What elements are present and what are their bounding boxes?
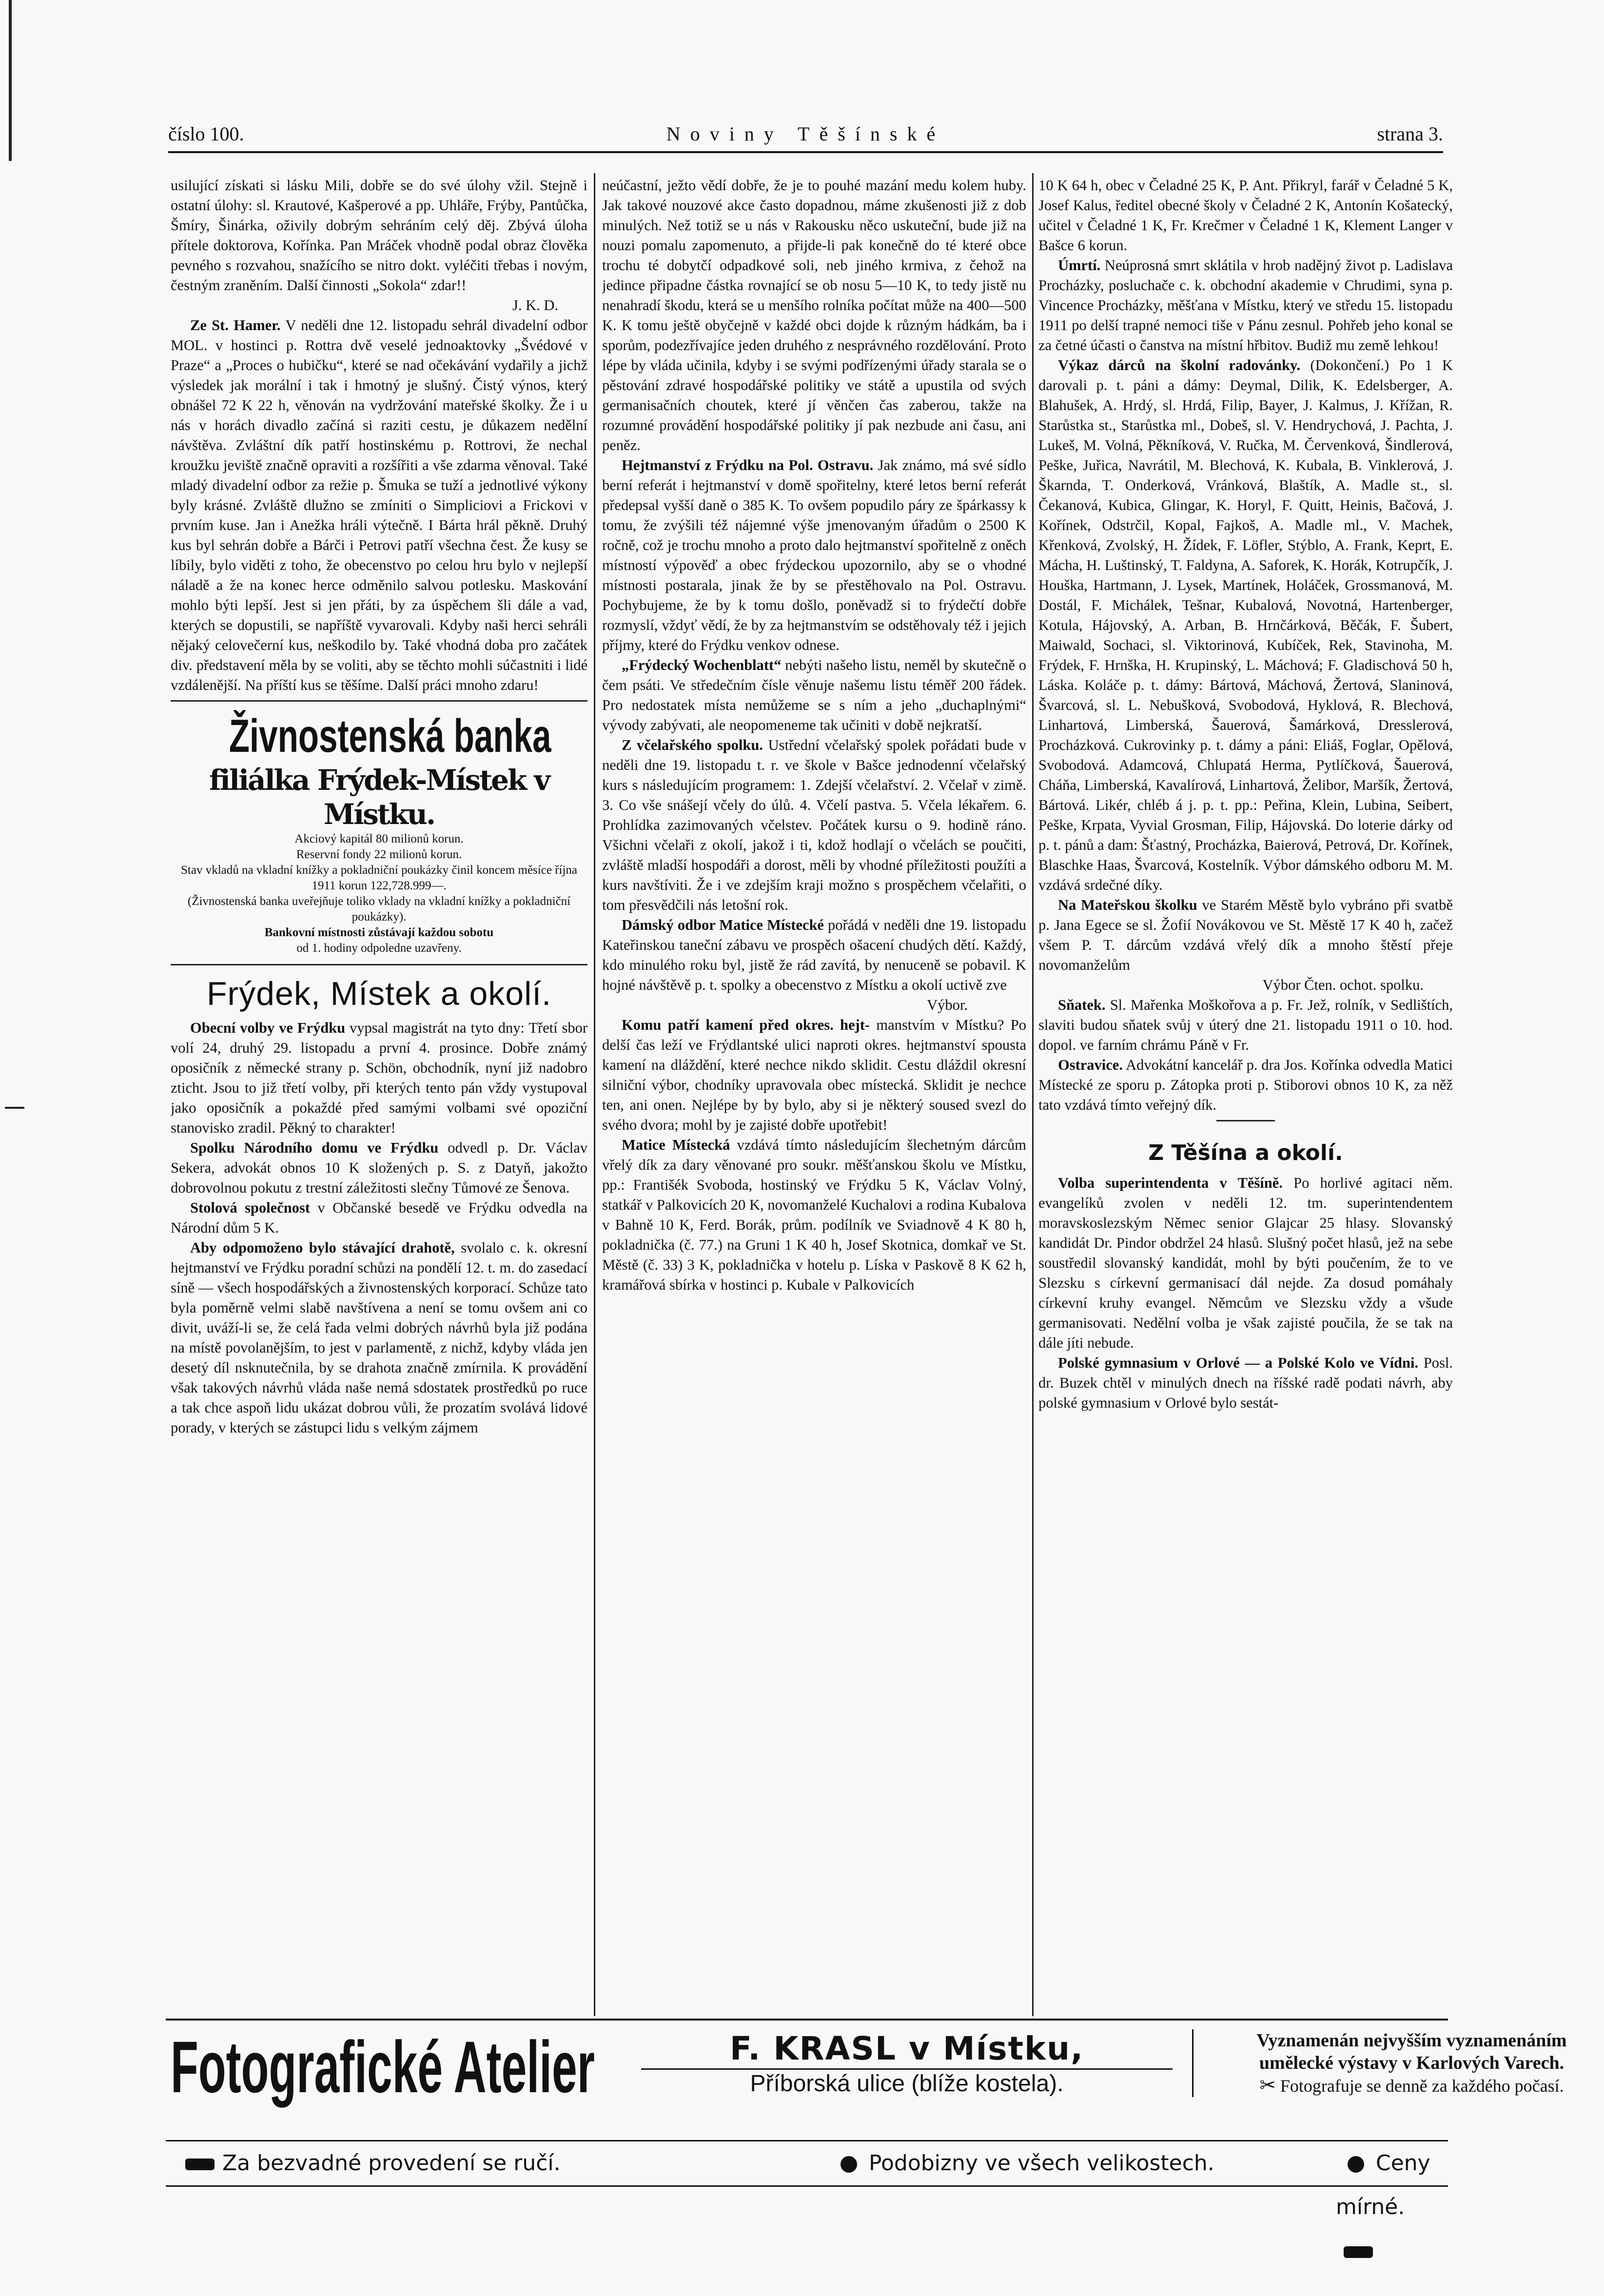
article [1038, 1173, 1453, 1353]
article [1038, 1055, 1453, 1115]
bullet-icon [1348, 2156, 1364, 2173]
article [1038, 355, 1453, 895]
article-text: Sl. Mařenka Moškořova a p. Fr. Jež, rolník, v Sedlištích, slaviti budou sňatek svůj v úterý dne 21. listopadu 1911 o 10. hod. dopol. ve farním chrámu Páně v Fr. [1038, 997, 1453, 1053]
article-heading: Aby odpomoženo bylo stávající drahotě, [190, 1239, 455, 1256]
article-text: vzdává tímto následujícím šlechetným dárcům vřelý dík za dary věnované pro soukr. měšťanskou školu ve Místku, pp.: Františék Svoboda, hostinský ve Frýdku 5 K, Václav Volný, statkář v Palkovicích 20 K, novomanželé Kuchalovi a rodina Kubalova v Bahně 10 K, Ferd. Borák, prům. podílník ve Sviadnově 4 K 80 h, pokladnička (č. 77.) na Gruni 1 K 40 h, Josef Skotnica, domkař ve St. Městě (č. 33) 3 K, pokladnička v hotelu p. Líska v Paskově 8 K 62 h, kramářová sbírka v hostinci p. Kubale v Palkovicích [602, 1137, 1026, 1293]
article-heading: Dámský odbor Matice Místecké [622, 917, 824, 933]
newspaper-title: Noviny Těšínské [666, 123, 945, 145]
atelier-slogans [166, 2140, 1448, 2219]
article [602, 1135, 1026, 1295]
article-text: (Dokončení.) Po 1 K darovali p. t. páni a dámy: Deymal, Dilik, K. Edelsberger, A. Blahušek, A. Hrdý, sl. Hrdá, Filip, Bayer, J. Kalmus, J. Křížan, R. Starůstka st., Starůstka ml., Dobeš, sl. V. Hendrychová, J. Pachta, J. Lukeš, M. Volná, Pěkníková, V. Ručka, M. Červenková, Šindlerová, Peške, Juřica, Navrátil, M. Blechová, K. Kubala, B. Vinklerová, J. Škarnda, T. Onderková, Vránková, Blaštík, A. Madle st., sl. Čekanová, Kubica, Glingar, K. Horyl, F. Quitt, Heinis, Bačová, J. Kořínek, Odstrčil, Kopal, Fajkoš, A. Madle ml., V. Machek, Křenková, Zvolský, H. Žídek, F. Löfler, Stýblo, A. Frank, Keprt, E. Mácha, H. Luštinský, T. Faldyna, A. Saforek, K. Horák, Kotrupčík, J. Houška, Hartmann, J. Lysek, Martínek, Holáček, Grossmanová, M. Dostál, F. Michálek, Tešnar, Kubalová, Novotná, Hartenberger, Kotula, Hájovský, A. Arban, B. Hrnčárková, Běčák, F. Šubert, Maiwald, Sochaci, sl. Viktorinová, Kubíček, Rek, Stavinoha, M. Frýdek, F. Hrnška, H. Krupinský, L. Máchová; F. Gladischová 50 h, Láska. Koláče p. t. dámy: Bártová, Máchová, Žertová, Slaninová, Švarcová, sl. L. Nebušková, Svobodová, Hyklová, R. Blechová, Linhartová, Limberská, Šauerová, Šamárková, Dresslerová, Procházková. Cukrovinky p. t. dámy a páni: Eliáš, Foglar, Opělová, Svobodová. Adamcová, Chlupatá Herma, Pytlíčková, Šauerová, Cháňa, Limberská, Kavalírová, Linhartová, Želibor, Maršík, Žertová, Bártová. Likér, chléb á j. p. t. pp.: Peřina, Klein, Lubina, Seibert, Peške, Krpata, Vyvial Grosman, Filip, Hájovská. Do loterie dárky od p. t. pánů a dam: Šťastný, Procházka, Baierová, Petrová, Dr. Kořínek, Blaschke Haas, Švarcová, Kostelník. Výbor dámského odboru M. M. vzdává srdečné díky. [1038, 357, 1453, 893]
divider [1216, 1120, 1275, 1121]
article-heading: Ostravice. [1058, 1057, 1123, 1073]
article [1038, 995, 1453, 1055]
column-divider [594, 173, 595, 2016]
article-heading: Ze St. Hamer. [190, 317, 281, 334]
article [1038, 255, 1453, 355]
article [171, 315, 587, 695]
decor-icon: ✂ [1259, 2074, 1276, 2096]
issue-number: číslo 100. [168, 123, 244, 145]
pointing-hand-icon [185, 2159, 215, 2170]
article-text: Neúprosná smrt sklátila v hrob nadějný život p. Ladislava Procházky, posluchače c. k. obchodní akademie v Chrudimi, syna p. Vincence Procházky, měšťana v Místku, který ve středu 15. listopadu 1911 po delší trapné nemoci tiše v Pánu zesnul. Pohřeb jeho konal se za četné účasti o čanstva na místní hřbitov. Budiž mu země lehkou! [1038, 257, 1453, 353]
column-2 [602, 176, 1026, 2014]
article [602, 735, 1026, 915]
bank-deposits: Stav vkladů na vkladní knížky a pokladniční poukázky činil koncem měsíce října 1911 korun 122,728.999—. [181, 863, 577, 892]
article [171, 1198, 587, 1238]
article-text: Posl. dr. Buzek chtěl v minulých dnech na říšské radě podati návrh, aby polské gymnasium v Orlové bylo sestát- [1038, 1354, 1453, 1411]
article [602, 655, 1026, 735]
article-text: vypsal magistrát na tyto dny: Třetí sbor volí 24, druhý 29. listopadu a první 4. prosince. Dobře známý oposičník z německé strany p. Schön, obchodník, nyní již nadobro zticht. Jsou to již třetí volby, při kterých tento pán vždy vystupoval jako oposičník a pokaždé před samými volbami své opoziční stanovisko zradil. Pěkný to charakter! [171, 1020, 587, 1136]
article-heading: „Frýdecký Wochenblatt“ [622, 657, 782, 673]
article-heading: Komu patří kamení před okres. hejt- [622, 1017, 870, 1033]
article-text: neúčastní, ježto vědí dobře, že je to pouhé mazání medu kolem huby. Jak takové nouzové akce často dopadnou, máme zkušenosti již z dob minulých. Než totiž se u nás v Rakousku něco uskuteční, bude již na nouzi pomalu zapomenuto, a přijde-li pak konečně do té které obce trochu té dobytčí odpadkové soli, neb jiného krmiva, z čehož na jedince připadne částka rovnající se ob nosu 5—10 K, to tedy jistě nu nenahradí škodu, která se u menšího rolníka počítat může na 400—500 K. K tomu ještě obyčejně v každé obci dojde k různým hádkám, ba i sporům, podezřívajíce jeden druhého z nesprávného rozdělování. Proto lépe by vláda učinila, kdyby i se svými podřízenými úřady starala se o pěstování zdravé hospodářské politiky ve státě a upustila od svých germanisačních choutek, které jí věnčen čas zaberou, takže na rozumné provádění hospodářské politiky jí pak nezbude ani času, ani peněz. [602, 177, 1026, 453]
atelier-title: Fotografické Atelier [171, 2026, 595, 2108]
article-heading: Výkaz dárců na školní radovánky. [1058, 357, 1301, 373]
bank-note: (Živnostenská banka uveřejňuje toliko vklady na vkladní knížky a pokladniční poukázky). [187, 895, 571, 923]
article-text: odvedl p. Dr. Václav Sekera, advokát obnos 10 K složených p. S. z Datyň, jakožto dobrovolnou pokutu z trestní záležitosti slečny Tůmové ze Šenova. [171, 1139, 587, 1196]
article-text: usilující získati si lásku Mili, dobře se do své úlohy vžil. Stejně i ostatní úlohy: sl. Krautové, Kašperové a pp. Uhláře, Frýby, Pantůčka, Šmíry, Šinárka, oživily dobrým sehráním celý děj. Zbývá úloha přítele doktorova, Kořínka. Pan Mráček vhodně podal obraz člověka pevného s rozvahou, snažícího se nitro dokt. vyléčiti třebas i novým, čestným zraněním. Další činnosti „Sokola“ zdar!! [171, 177, 587, 294]
slogan [176, 2141, 561, 2185]
article [171, 1018, 587, 1138]
column-3 [1038, 176, 1453, 2014]
slogan-text: Za bezvadné provedení se ručí. [222, 2151, 561, 2176]
owner-name: F. KRASL v Místku, [729, 2030, 1084, 2067]
bank-branch: filiálka Frýdek-Místek v Místku. [209, 764, 549, 831]
signature: Výbor Čten. ochot. spolku. [1262, 977, 1424, 993]
atelier-awards [1192, 2029, 1604, 2097]
article-text: nebýti našeho listu, neměl by skutečně o čem psáti. Ve středečním čísle věnuje našemu listu téměř 200 řádek. Pro nedostatek místa nemůžeme se s ním a jeho „duchaplnými“ vývody zabývati, ale neopomeneme tak učiniti v době nejkratší. [602, 657, 1026, 733]
atelier-owner [641, 2029, 1173, 2098]
slogan [1336, 2141, 1448, 2273]
binding-mark [9, 0, 12, 161]
article-heading: Z včelařského spolku. [622, 737, 763, 753]
bank-advertisement [171, 700, 587, 965]
article-text: manstvím v Místku? Po delší čas leží ve Frýdlantské ulici naproti okres. hejtmanství spousta kamení na dláždění, které nechce nikdo sklidit. Cestu dláždil okresní silniční výbor, chodníky upravovala obec místecká. Sklidit je nechce ten, ani onen. Nejlépe by by bylo, aby si je některý soused svezl do svého dvora; mohl by je zajisté dobře upotřebit! [602, 1017, 1026, 1133]
atelier-address: Příborská ulice (blíže kostela). [641, 2068, 1173, 2098]
article [602, 915, 1026, 995]
article-text: ve Starém Městě bylo vybráno při svatbě p. Jana Egece se sl. Žofií Novákovou ve St. Městě 17 K 40 h, začež všem P. T. dárcům vzdává vřelý dík a mnoho štěstí přeje novomanželům [1038, 897, 1453, 973]
article [1038, 1353, 1453, 1413]
signature: Výbor. [927, 997, 968, 1013]
article [171, 1138, 587, 1198]
article [602, 455, 1026, 655]
award-line: umělecké výstavy v Karlových Varech. [1259, 2053, 1565, 2073]
award-line [1203, 2074, 1604, 2097]
bank-capital: Akciový kapitál 80 milionů korun. [294, 832, 464, 845]
award-line: Vyznamenán nejvyšším vyznamenáním [1256, 2030, 1567, 2051]
award-text: Fotografuje se denně za každého počasí. [1280, 2076, 1564, 2096]
article-heading: Matice Místecká [622, 1137, 730, 1153]
binding-mark [5, 1107, 24, 1109]
article-text: v Občanské besedě ve Frýdku odvedla na Národní dům 5 K. [171, 1199, 587, 1236]
photo-atelier-advertisement [166, 2019, 1567, 2225]
article-text: 10 K 64 h, obec v Čeladné 25 K, P. Ant. Přikryl, farář v Čeladné 5 K, Josef Kalus, ředitel obecné školy v Čeladné 2 K, Antonín Košatecký, učitel v Čeladné 1 K, Fr. Krečmer v Čeladné 1 K, Klement Langer v Bašce 6 korun. [1038, 177, 1453, 254]
article-text: Po horlivé agitaci něm. evangelíků zvolen v neděli 12. tm. superintendentem moravskoslezským Němec senior Glajcar 25 hlasy. Slovanský kandidát Dr. Pindor obdržel 24 hlasů. Slušný počet hlasů, jež na sebe soustředil slovanský kandidát, mohl by býti poučením, že to ve Slezsku s církevní germanisací dál nejde. Za dosud pomáhaly církevní kruhy evangel. Němcům ve Slezsku vždy a všude germanisovati. Nedělní volba je však zajisté poučila, že se tak na dále jíti nebude. [1038, 1175, 1453, 1351]
article-text: Advokátní kancelář p. dra Jos. Kořínka odvedla Matici Místecké ze sporu p. Zátopka proti p. Stiborovi obnos 10 K, za něž tato vzdává tímto veřejný dík. [1038, 1057, 1453, 1113]
page-header [168, 117, 1443, 153]
article [171, 1238, 587, 1438]
article-text: svolalo c. k. okresní hejtmanství ve Frýdku poradní schůzi na pondělí 12. t. m. do zasedací síně — všech hospodářských a živnostenských korporací. Schůze tato byla poměrně velmi slabě navštívena a není se tomu ovšem ani co divit, uváží-li se, že celá řada velmi dobrých návrhů byla již podána na místě povolanějším, to jest v parlamentě, z nichž, kdyby vláda jen desetý díl nsknutečnila, by se drahota značně zmírnila. K provádění však takových návrhů vláda naše nemá sdostatek prostředků po ruce a tak chce aspoň lidu ukázat dobrou vůli, že prozatím svolává lidové porady, v kterých se zástupci lidu s velkým zájmem [171, 1239, 587, 1436]
signature: J. K. D. [512, 297, 558, 314]
bank-reserve: Reservní fondy 22 milionů korun. [296, 848, 462, 861]
article-heading: Spolku Národního domu ve Frýdku [190, 1139, 439, 1156]
article [1038, 895, 1453, 975]
bullet-icon [841, 2156, 857, 2173]
bank-hours: Bankovní místnosti zůstávají každou sobotu [264, 926, 494, 939]
bank-name: Živnostenská banka [229, 710, 551, 762]
page-number: strana 3. [1377, 123, 1443, 145]
article-heading: Obecní volby ve Frýdku [190, 1020, 346, 1036]
article-heading: Úmrtí. [1058, 257, 1101, 274]
article-text: Jak známo, má své sídlo berní referát i hejtmanství v domě spořitelny, které letos berní referát předepsal vyšší daně o 385 K. To ovšem popudilo páry ze špárkassy k tomu, že zvýšili též nájemné výše jmenovaným úřadům o 2500 K ročně, což je trochu mnoho a proto dalo hejtmanství spořitelně z oněch místností výpověď a obec frýdeckou upozornilo, aby se o vhodné místnosti postarala, jinak že by se přestěhovalo na Pol. Ostravu. Pochybujeme, že by k tomu došlo, poněvadž si to frýdečtí dobře rozmyslí, vždyť vědí, že by za hejtmanstvím se odstěhovaly též i jejich příjmy, které do Frýdku venkov odnese. [602, 457, 1026, 653]
pointing-hand-icon [1344, 2246, 1373, 2258]
section-title: Z Těšína a okolí. [1148, 1140, 1343, 1165]
section-title: Frýdek, Místek a okolí. [207, 975, 551, 1012]
article-text: pořádá v neděli dne 19. listopadu Kateřinskou taneční zábavu ve prospěch ošacení chudých dětí. Každý, kdo minulého roku byl, jistě že rád zavítá, by nenuceně se pobavil. K hojné návštěvě p. t. spolky a obecenstvo z Místku a okolí uctivě zve [602, 917, 1026, 993]
bank-hours-2: od 1. hodiny odpoledne uzavřeny. [296, 942, 462, 955]
article-text: V neděli dne 12. listopadu sehrál divadelní odbor MOL. v hostinci p. Rottra dvě veselé jednoaktovky „Švédové v Praze“ a „Proces o hubičku“, které se nad očekávání vydařily a jichž výsledek jak morální i tak i hmotný je slušný. Čistý výnos, který obnášel 72 K 22 h, věnován na vydržování mateřské školky. Že i u nás v horách divadlo začíná si raziti cestu, je důkazem nedělní návštěva. Zvláštní dík patří hostinskému p. Rottrovi, že nechal kroužku jeviště značně opraviti a rozšířiti a vše zdarma věnoval. Také mladý divadelní odbor za režie p. Šmuka se tuží a jednotlivé výkony byly krásné. Zvláště dlužno se zmíniti o Simpliciovi a Frickovi v prvním kuse. Jan i Anežka hráli výtečně. I Bárta hrál pěkně. Druhý kus byl sehrán dobře a Bárči i Petrovi patří všechna čest. Že kusy se líbily, bylo viděti z toho, že obecenstvo po celou hru bylo v nejlepší náladě a že na konec herce odměnilo salvou potlesku. Maskování mohlo býti lepší. Jest si jen přáti, by za úspěchem šli dále a vad, kterých se dopustili, se napříště vyvarovali. Kdyby naši herci sehráli nějaký celovečerní kus, neškodilo by. Také vhodná doba pro začátek div. představení měla by se voliti, aby se těchto mohli súčastniti i lidé vzdálenější. Na příští kus se těšíme. Další práci mnoho zdaru! [171, 317, 587, 693]
slogan-text: Podobizny ve všech velikostech. [869, 2151, 1214, 2176]
article-heading: Na Mateřskou školku [1058, 897, 1197, 913]
article-heading: Stolová společnost [190, 1199, 310, 1216]
article-heading: Hejtmanství z Frýdku na Pol. Ostravu. [622, 457, 874, 473]
article [602, 1015, 1026, 1135]
article-heading: Volba superintendenta v Těšíně. [1058, 1175, 1283, 1191]
column-divider [1032, 173, 1034, 2016]
article-text: Ustřední včelařský spolek pořádati bude v neděli dne 19. listopadu t. r. ve škole v Bašce jednodenní včelařský kurs s následujícím programem: 1. Zdejší včelařství. 2. Včelař v zimě. 3. Co vše snášejí včely do úlů. 4. Včelí pastva. 5. Včela lékařem. 6. Prohlídka zazimovaných včelstev. Počátek kursu o 9. hodině ráno. Všichni včelaři z okolí, jakož i ti, kdož hodlají o včelách se poučiti, zvláště mladší hospodáři a dorost, měli by vhodné příležitosti použíti a kurs navštíviti. Že i ve zdejším kraji možno s prospěchem včelařiti, o tom přesvědčili nás letošní rok. [602, 737, 1026, 913]
article-heading: Sňatek. [1058, 997, 1106, 1013]
article-heading: Polské gymnasium v Orlové — a Polské Kolo ve Vídni. [1058, 1354, 1419, 1371]
slogan-text: Ceny mírné. [1336, 2151, 1430, 2219]
slogan [829, 2141, 1214, 2185]
column-1 [171, 176, 587, 2014]
